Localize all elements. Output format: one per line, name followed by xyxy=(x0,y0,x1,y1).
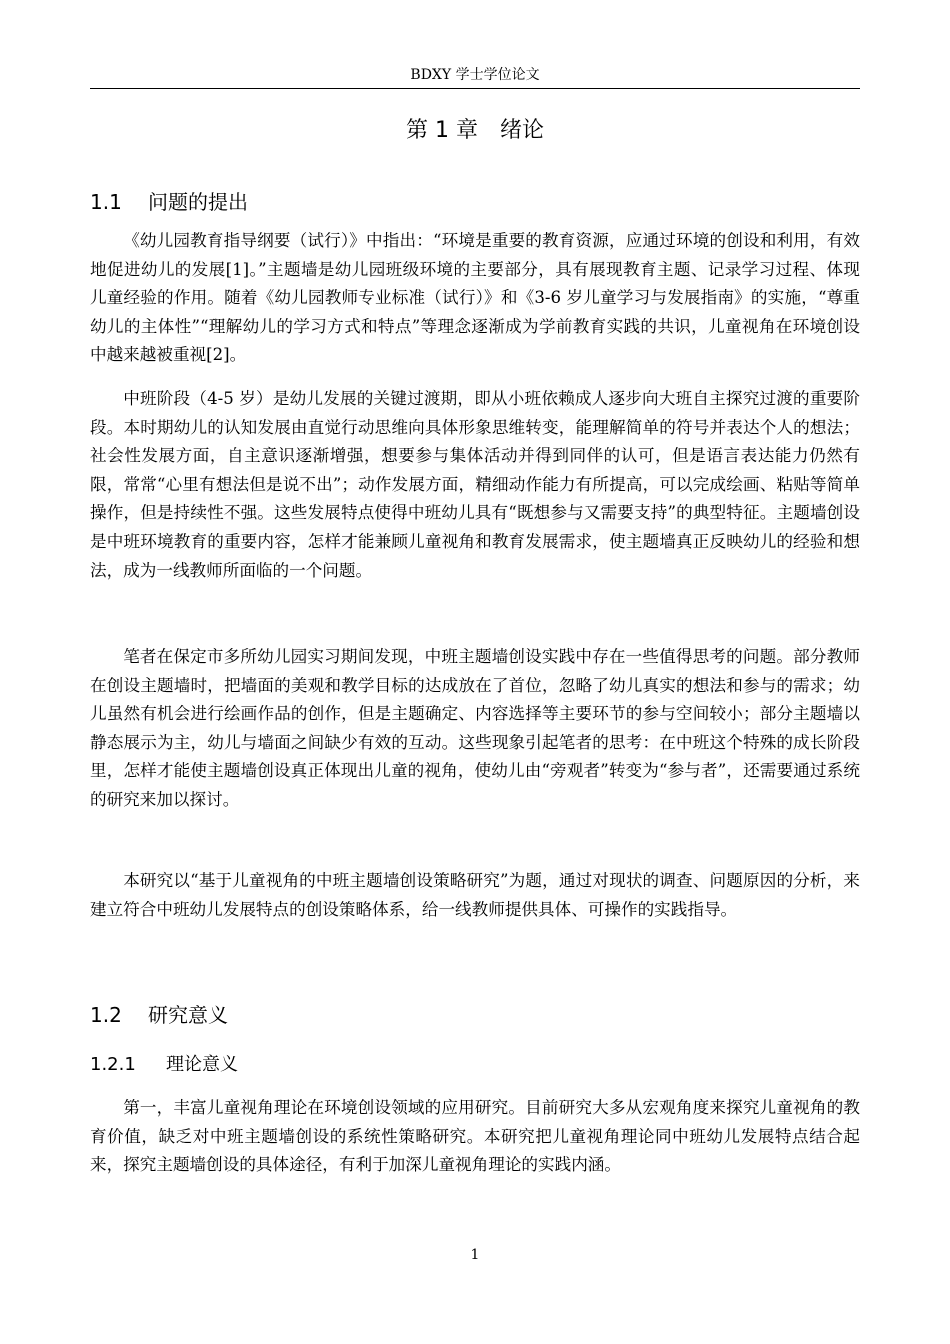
section-title: 问题的提出 xyxy=(148,190,248,214)
section-heading-1-1 xyxy=(90,188,860,216)
subsection-heading-1-2-1 xyxy=(90,1052,860,1078)
subsection-number: 1.2.1 xyxy=(90,1054,136,1075)
section-title: 研究意义 xyxy=(148,1003,228,1027)
section-heading-1-2 xyxy=(90,1001,860,1029)
paragraph-5: 第一，丰富儿童视角理论在环境创设领域的应用研究。目前研究大多从宏观角度来探究儿童视角的教育价值，缺乏对中班主题墙创设的系统性策略研究。本研究把儿童视角理论同中班幼儿发展特点结合起来，探究主题墙创设的具体途径，有利于加深儿童视角理论的实践内涵。 xyxy=(90,1098,860,1175)
section-number: 1.1 xyxy=(90,190,122,214)
chapter-title: 第 1 章 绪论 xyxy=(406,118,544,143)
header-rule xyxy=(90,88,860,89)
section-number: 1.2 xyxy=(90,1003,122,1027)
paragraph-2: 中班阶段（4-5 岁）是幼儿发展的关键过渡期，即从小班依赖成人逐步向大班自主探究过渡的重要阶段。本时期幼儿的认知发展由直觉行动思维向具体形象思维转变，能理解简单的符号并表达个人的想法；社会性发展方面，自主意识逐渐增强，想要参与集体活动并得到同伴的认可，但是语言表达能力仍然有限，常常“心里有想法但是说不出”；动作发展方面，精细动作能力有所提高，可以完成绘画、粘贴等简单操作，但是持续性不强。这些发展特点使得中班幼儿具有“既想参与又需要支持”的典型特征。主题墙创设是中班环境教育的重要内容，怎样才能兼顾儿童视角和教育发展需求，使主题墙真正反映幼儿的经验和想法，成为一线教师所面临的一个问题。 xyxy=(90,389,860,580)
page-number: 1 xyxy=(470,1247,480,1263)
paragraph-4: 本研究以“基于儿童视角的中班主题墙创设策略研究”为题，通过对现状的调查、问题原因的分析，来建立符合中班幼儿发展特点的创设策略体系，给一线教师提供具体、可操作的实践指导。 xyxy=(90,871,860,919)
subsection-title: 理论意义 xyxy=(166,1054,238,1075)
paragraph-3: 笔者在保定市多所幼儿园实习期间发现，中班主题墙创设实践中存在一些值得思考的问题。部分教师在创设主题墙时，把墙面的美观和教学目标的达成放在了首位，忽略了幼儿真实的想法和参与的需求；幼儿虽然有机会进行绘画作品的创作，但是主题确定、内容选择等主要环节的参与空间较小；部分主题墙以静态展示为主，幼儿与墙面之间缺少有效的互动。这些现象引起笔者的思考：在中班这个特殊的成长阶段里，怎样才能使主题墙创设真正体现出儿童的视角，使幼儿由“旁观者”转变为“参与者”，还需要通过系统的研究来加以探讨。 xyxy=(90,647,860,809)
running-header: BDXY 学士学位论文 xyxy=(410,67,540,83)
paragraph-1: 《幼儿园教育指导纲要（试行）》中指出：“环境是重要的教育资源，应通过环境的创设和利用，有效地促进幼儿的发展[1]。”主题墙是幼儿园班级环境的主要部分，具有展现教育主题、记录学习过程、体现儿童经验的作用。随着《幼儿园教师专业标准（试行）》和《3-6 岁儿童学习与发展指南》的实施，“尊重幼儿的主体性”“理解幼儿的学习方式和特点”等理念逐渐成为学前教育实践的共识，儿童视角在环境创设中越来越被重视[2]。 xyxy=(90,231,860,365)
